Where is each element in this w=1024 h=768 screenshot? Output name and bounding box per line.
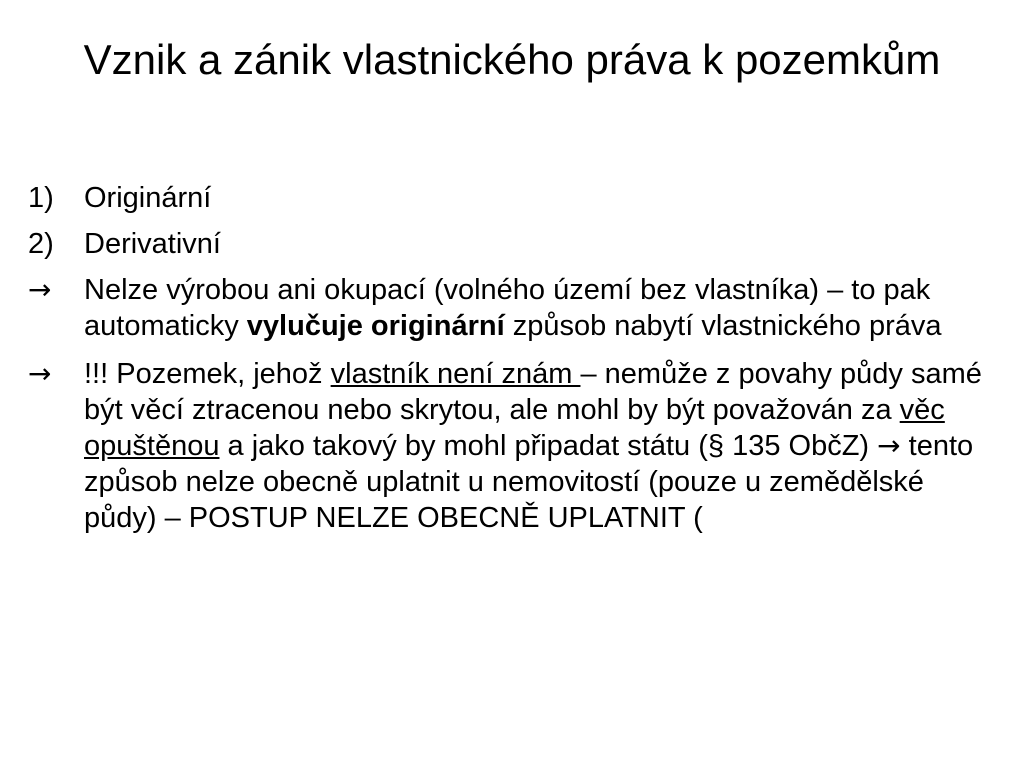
list-item xyxy=(0,226,1024,262)
text-segment: – nemůže z povahy půdy samé být věcí ztracenou nebo skrytou, ale mohl by být považován za xyxy=(84,358,982,426)
text-segment: a jako takový by mohl připadat státu (§ 135 ObčZ) xyxy=(219,430,878,462)
slide-title: Vznik a zánik vlastnického práva k pozemkům xyxy=(83,36,941,83)
text-segment: Nelze výrobou ani okupací (volného území bez vlastníka) – to pak automaticky xyxy=(84,274,931,342)
list-item xyxy=(0,356,1024,536)
arrow-icon: → xyxy=(877,429,901,462)
underlined-text: vlastník není znám xyxy=(330,358,581,390)
list-item xyxy=(0,180,1024,216)
text-segment: tento způsob nelze obecně uplatnit u nemovitostí (pouze u zemědělské půdy) – POSTUP NELZE OBECNĚ UPLATNIT ( xyxy=(84,430,974,534)
list-item xyxy=(0,272,1024,344)
arrow-bullet-icon: → xyxy=(28,273,52,306)
list-item-text xyxy=(84,272,994,344)
text-segment: !!! Pozemek, jehož xyxy=(84,358,331,390)
list-number: 1) xyxy=(28,182,54,214)
bold-text: vylučuje originární xyxy=(246,310,505,342)
list-item-text: Derivativní xyxy=(84,228,221,260)
list-item-text: Originární xyxy=(84,182,212,214)
underlined-text: věc opuštěnou xyxy=(84,394,945,462)
arrow-bullet-icon: → xyxy=(28,357,52,390)
bullet-list xyxy=(0,180,1024,536)
list-number: 2) xyxy=(28,228,54,260)
text-segment: způsob nabytí vlastnického práva xyxy=(504,310,942,342)
list-item-text xyxy=(84,356,994,536)
